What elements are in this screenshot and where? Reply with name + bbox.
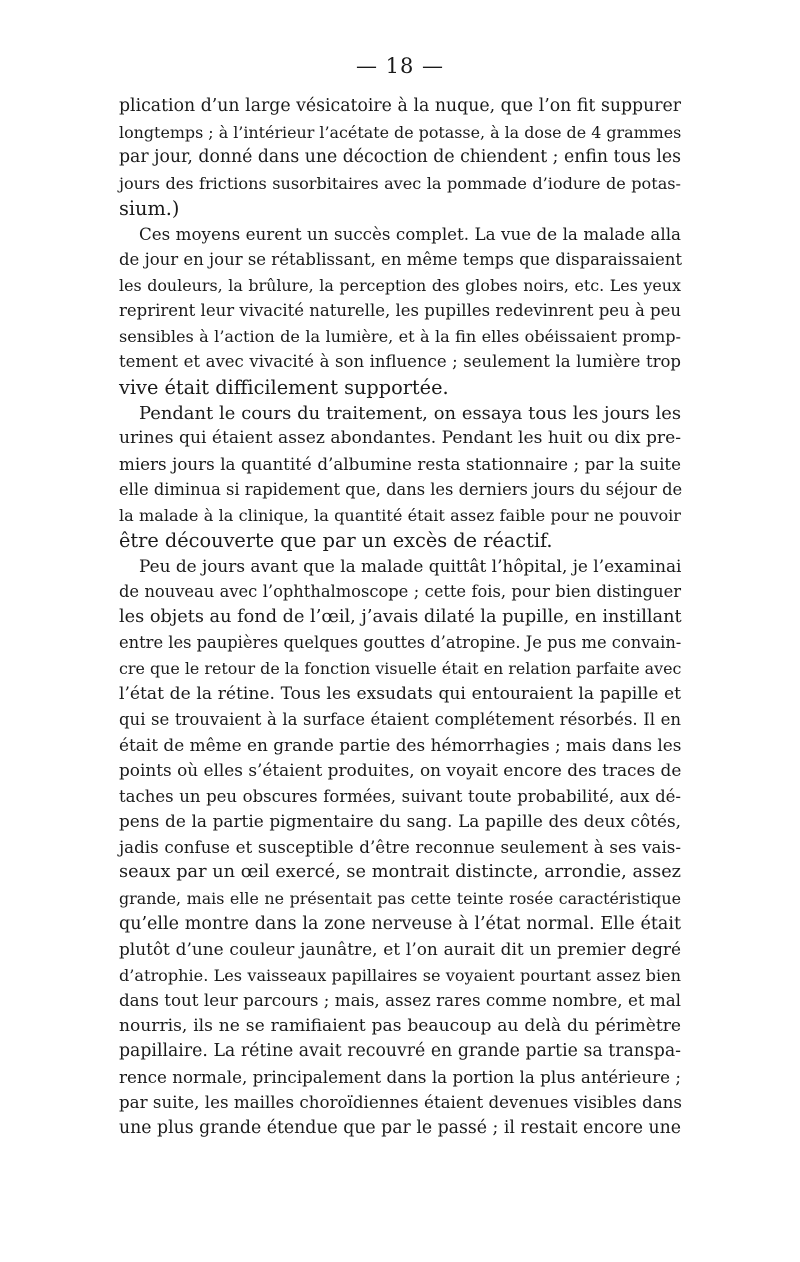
- text-line: Pendant le cours du traitement, on essaya tous les jours les: [139, 402, 681, 424]
- text-line: urines qui étaient assez abondantes. Pendant les huit ou dix pre-: [119, 428, 681, 449]
- text-line: nourris, ils ne se ramifiaient pas beaucoup au delà du périmètre: [119, 1015, 681, 1036]
- text-line: qu’elle montre dans la zone nerveuse à l’état normal. Elle était: [119, 913, 681, 934]
- text-line: elle diminua si rapidement que, dans les derniers jours du séjour de: [119, 480, 683, 500]
- text-line: taches un peu obscures formées, suivant toute probabilité, aux dé-: [119, 786, 681, 806]
- text-line: qui se trouvaient à la surface étaient complétement résorbés. Il en: [119, 710, 681, 730]
- text-line: l’état de la rétine. Tous les exsudats qui entouraient la papille et: [119, 683, 681, 704]
- text-line: par suite, les mailles choroïdiennes étaient devenues visibles dans: [119, 1092, 682, 1113]
- text-line: grande, mais elle ne présentait pas cette teinte rosée caractéristique: [119, 888, 681, 908]
- text-line: dans tout leur parcours ; mais, assez rares comme nombre, et mal: [119, 990, 681, 1011]
- text-line: rence normale, principalement dans la portion la plus antérieure ;: [119, 1066, 681, 1087]
- text-line: de jour en jour se rétablissant, en même temps que disparaissaient: [119, 250, 683, 270]
- page-number: — 18 —: [355, 54, 445, 78]
- text-line: par jour, donné dans une décoction de chiendent ; enfin tous les: [119, 147, 681, 168]
- text-line: vive était difficilement supportée.: [119, 376, 449, 400]
- body-text: [119, 94, 681, 1141]
- text-line: miers jours la quantité d’albumine resta stationnaire ; par la suite: [119, 453, 681, 474]
- text-line: d’atrophie. Les vaisseaux papillaires se voyaient pourtant assez bien: [119, 965, 681, 985]
- text-line: plutôt d’une couleur jaunâtre, et l’on aurait dit un premier degré: [119, 939, 681, 960]
- text-line: papillaire. La rétine avait recouvré en grande partie sa transpa-: [119, 1041, 681, 1062]
- text-line: les douleurs, la brûlure, la perception des globes noirs, etc. Les yeux: [119, 275, 681, 295]
- text-line: entre les paupières quelques gouttes d’atropine. Je pus me convain-: [119, 633, 682, 653]
- text-line: les objets au fond de l’œil, j’avais dilaté la pupille, en instillant: [119, 606, 682, 627]
- text-line: longtemps ; à l’intérieur l’acétate de potasse, à la dose de 4 grammes: [119, 122, 682, 142]
- text-line: points où elles s’étaient produites, on voyait encore des traces de: [119, 760, 682, 781]
- text-line: jadis confuse et susceptible d’être reconnue seulement à ses vais-: [119, 836, 681, 857]
- text-line: était de même en grande partie des hémorrhagies ; mais dans les: [119, 734, 682, 755]
- text-line: de nouveau avec l’ophthalmoscope ; cette fois, pour bien distinguer: [119, 582, 681, 602]
- text-line: sium.): [119, 197, 180, 221]
- text-line: Ces moyens eurent un succès complet. La vue de la malade alla: [139, 223, 681, 244]
- text-line: pens de la partie pigmentaire du sang. La papille des deux côtés,: [119, 811, 681, 832]
- text-line: une plus grande étendue que par le passé ; il restait encore une: [119, 1117, 681, 1138]
- text-line: cre que le retour de la fonction visuelle était en relation parfaite avec: [119, 659, 682, 679]
- text-line: tement et avec vivacité à son influence ; seulement la lumière trop: [119, 352, 681, 372]
- text-line: sensibles à l’action de la lumière, et à la fin elles obéissaient promp-: [119, 326, 681, 346]
- text-line: la malade à la clinique, la quantité était assez faible pour ne pouvoir: [119, 505, 681, 525]
- text-line: être découverte que par un excès de réactif.: [119, 529, 553, 553]
- text-line: plication d’un large vésicatoire à la nuque, que l’on fit suppurer: [119, 96, 681, 116]
- text-line: reprirent leur vivacité naturelle, les pupilles redevinrent peu à peu: [119, 301, 681, 321]
- text-line: Peu de jours avant que la malade quittât l’hôpital, je l’examinai: [139, 555, 682, 576]
- text-line: seaux par un œil exercé, se montrait distincte, arrondie, assez: [119, 862, 681, 883]
- text-line: jours des frictions susorbitaires avec la pommade d’iodure de potas-: [119, 173, 681, 193]
